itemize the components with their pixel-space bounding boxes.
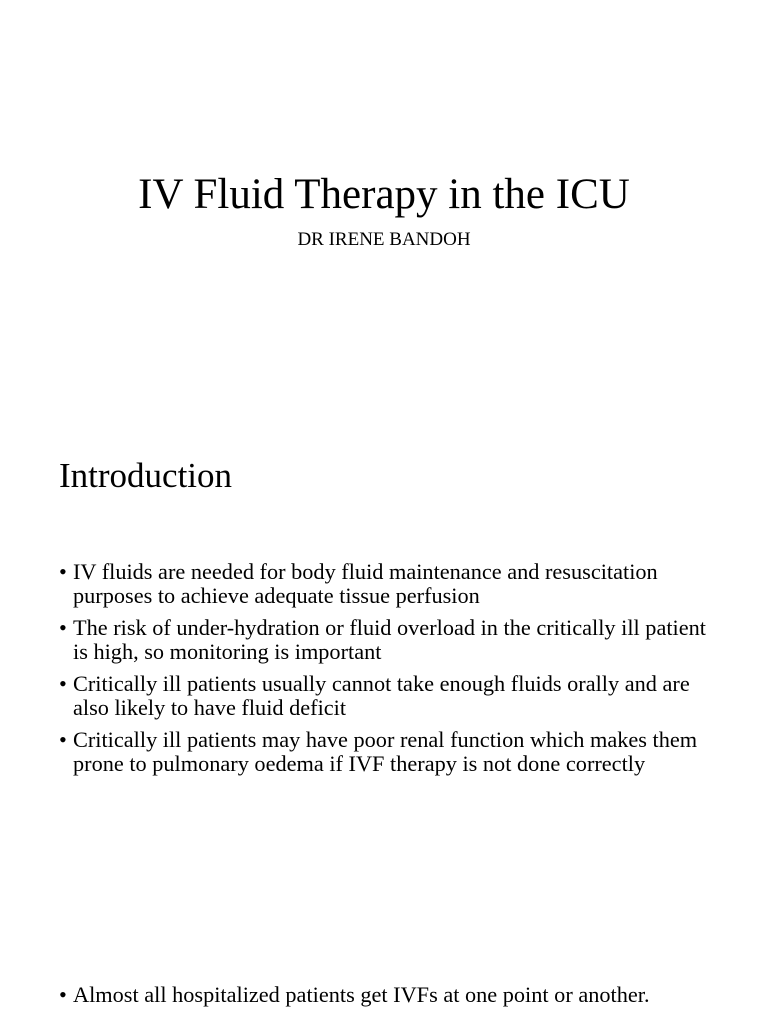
list-item: [59, 728, 717, 776]
list-item: [59, 672, 717, 720]
presentation-title: IV Fluid Therapy in the ICU: [138, 171, 630, 218]
bullet-marker: [59, 728, 73, 752]
continuation-bullet-list: [59, 983, 717, 1015]
bullet-text: Critically ill patients usually cannot take enough fluids orally and are also likely to have fluid deficit: [73, 671, 690, 720]
presentation-author: DR IRENE BANDOH: [297, 229, 471, 250]
bullet-marker: [59, 616, 73, 640]
slide-heading-introduction: Introduction: [59, 456, 233, 495]
bullet-text: Critically ill patients may have poor renal function which makes them prone to pulmonary oedema if IVF therapy is not done correctly: [73, 727, 698, 776]
list-item: [59, 983, 717, 1007]
bullet-text: IV fluids are needed for body fluid maintenance and resuscitation purposes to achieve adequate tissue perfusion: [73, 559, 658, 608]
list-item: [59, 560, 717, 608]
bullet-marker: [59, 560, 73, 584]
bullet-marker: [59, 983, 73, 1007]
introduction-bullet-list: [59, 560, 717, 784]
bullet-text: Almost all hospitalized patients get IVFs at one point or another.: [73, 982, 650, 1007]
list-item: [59, 616, 717, 664]
bullet-marker: [59, 672, 73, 696]
bullet-text: The risk of under-hydration or fluid overload in the critically ill patient is high, so monitoring is important: [73, 615, 706, 664]
